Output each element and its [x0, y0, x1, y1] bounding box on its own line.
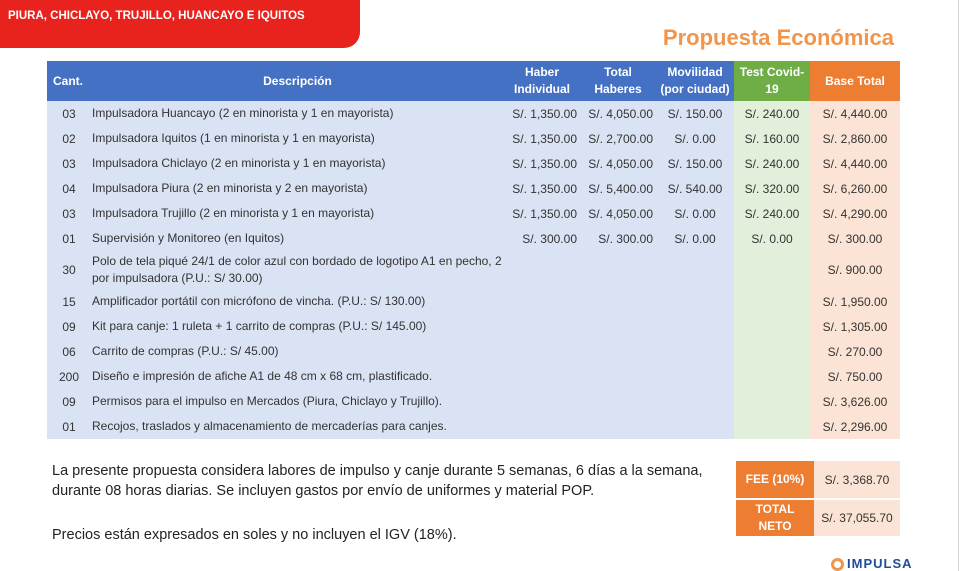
cell-cant: 06	[47, 339, 91, 364]
header-total-haberes: Total Haberes	[580, 61, 656, 101]
cell-base-total: S/. 4,440.00	[810, 101, 900, 126]
cell-cant: 30	[47, 251, 91, 289]
table-row	[47, 389, 900, 414]
cell-total-haberes	[580, 339, 656, 364]
cell-description: Supervisión y Monitoreo (en Iquitos)	[91, 226, 504, 251]
cell-total-haberes: S/. 2,700.00	[580, 126, 656, 151]
logo-ring-icon	[831, 558, 844, 571]
cell-base-total: S/. 300.00	[810, 226, 900, 251]
cell-test-covid	[734, 251, 810, 289]
table-row	[47, 251, 900, 289]
header-cant: Cant.	[47, 61, 91, 101]
logo-text: IMPULSA	[847, 556, 913, 571]
table-row	[47, 226, 900, 251]
cell-base-total: S/. 4,440.00	[810, 151, 900, 176]
cell-haber	[504, 389, 580, 414]
banner-heading	[20, 0, 175, 1]
cell-movilidad	[656, 414, 734, 439]
cell-cant: 04	[47, 176, 91, 201]
total-neto-value: S/. 37,055.70	[814, 499, 900, 537]
cell-base-total: S/. 2,860.00	[810, 126, 900, 151]
cell-cant: 02	[47, 126, 91, 151]
cell-cant: 03	[47, 101, 91, 126]
cell-test-covid	[734, 364, 810, 389]
cell-cant: 200	[47, 364, 91, 389]
scope-note: La presente propuesta considera labores de impulso y canje durante 5 semanas, 6 días a la semana, durante 08 horas diarias. Se incluyen gastos por envío de uniformes y material POP.	[52, 463, 703, 499]
banner-cities: PIURA, CHICLAYO, TRUJILLO, HUANCAYO E IQUITOS	[8, 10, 305, 22]
cell-cant: 01	[47, 414, 91, 439]
cell-movilidad	[656, 364, 734, 389]
cell-cant: 01	[47, 226, 91, 251]
cell-haber	[504, 339, 580, 364]
table-row	[47, 126, 900, 151]
cell-description: Carrito de compras (P.U.: S/ 45.00)	[91, 339, 504, 364]
cell-total-haberes	[580, 314, 656, 339]
cell-test-covid: S/. 240.00	[734, 151, 810, 176]
cell-movilidad	[656, 251, 734, 289]
company-logo	[831, 555, 913, 571]
prices-note: Precios están expresados en soles y no incluyen el IGV (18%).	[52, 527, 457, 543]
header-descripcion: Descripción	[91, 61, 504, 101]
cell-total-haberes: S/. 4,050.00	[580, 151, 656, 176]
header-test-covid: Test Covid- 19	[734, 61, 810, 101]
table-row	[47, 151, 900, 176]
header-haber: Haber Individual	[504, 61, 580, 101]
cell-movilidad: S/. 150.00	[656, 151, 734, 176]
fee-label: FEE (10%)	[736, 461, 814, 499]
cell-base-total: S/. 3,626.00	[810, 389, 900, 414]
cell-total-haberes	[580, 364, 656, 389]
table-row	[47, 414, 900, 439]
cell-movilidad: S/. 0.00	[656, 126, 734, 151]
header-movilidad: Movilidad (por ciudad)	[656, 61, 734, 101]
header-base-total: Base Total	[810, 61, 900, 101]
cell-total-haberes: S/. 4,050.00	[580, 101, 656, 126]
cell-haber: S/. 300.00	[504, 226, 580, 251]
cell-test-covid	[734, 389, 810, 414]
cell-total-haberes	[580, 289, 656, 314]
cell-total-haberes	[580, 389, 656, 414]
cell-haber: S/. 1,350.00	[504, 201, 580, 226]
table-header-row	[47, 61, 900, 101]
fee-row	[736, 461, 900, 499]
table-row	[47, 289, 900, 314]
cell-movilidad: S/. 540.00	[656, 176, 734, 201]
cell-description: Amplificador portátil con micrófono de vincha. (P.U.: S/ 130.00)	[91, 289, 504, 314]
cell-description: Impulsadora Iquitos (1 en minorista y 1 en mayorista)	[91, 126, 504, 151]
cell-cant: 09	[47, 314, 91, 339]
cell-base-total: S/. 6,260.00	[810, 176, 900, 201]
cell-haber: S/. 1,350.00	[504, 176, 580, 201]
cell-movilidad: S/. 0.00	[656, 201, 734, 226]
table-row	[47, 314, 900, 339]
cell-description: Kit para canje: 1 ruleta + 1 carrito de compras (P.U.: S/ 145.00)	[91, 314, 504, 339]
page-edge-divider	[958, 0, 959, 571]
cell-haber	[504, 414, 580, 439]
cell-movilidad	[656, 389, 734, 414]
total-neto-label: TOTAL NETO	[736, 499, 814, 537]
cell-haber	[504, 364, 580, 389]
channel-banner	[0, 0, 360, 48]
cell-test-covid: S/. 0.00	[734, 226, 810, 251]
cell-description: Impulsadora Chiclayo (2 en minorista y 1 en mayorista)	[91, 151, 504, 176]
cell-cant: 03	[47, 151, 91, 176]
cell-description: Impulsadora Trujillo (2 en minorista y 1 en mayorista)	[91, 201, 504, 226]
fee-value: S/. 3,368.70	[814, 461, 900, 499]
cell-total-haberes: S/. 4,050.00	[580, 201, 656, 226]
cell-test-covid: S/. 240.00	[734, 201, 810, 226]
cell-base-total: S/. 1,950.00	[810, 289, 900, 314]
cell-total-haberes: S/. 5,400.00	[580, 176, 656, 201]
total-neto-row	[736, 499, 900, 537]
cell-description: Impulsadora Huancayo (2 en minorista y 1 en mayorista)	[91, 101, 504, 126]
cell-test-covid	[734, 339, 810, 364]
cell-movilidad: S/. 150.00	[656, 101, 734, 126]
cell-haber: S/. 1,350.00	[504, 101, 580, 126]
cell-base-total: S/. 4,290.00	[810, 201, 900, 226]
cell-cant: 03	[47, 201, 91, 226]
cell-base-total: S/. 750.00	[810, 364, 900, 389]
table-row	[47, 339, 900, 364]
cell-test-covid	[734, 289, 810, 314]
page-title: Propuesta Económica	[662, 25, 894, 50]
cell-base-total: S/. 1,305.00	[810, 314, 900, 339]
cell-description: Permisos para el impulso en Mercados (Piura, Chiclayo y Trujillo).	[91, 389, 504, 414]
cell-total-haberes: S/. 300.00	[580, 226, 656, 251]
cell-base-total: S/. 900.00	[810, 251, 900, 289]
table-row	[47, 101, 900, 126]
cell-test-covid: S/. 320.00	[734, 176, 810, 201]
table-row	[47, 201, 900, 226]
cell-test-covid: S/. 160.00	[734, 126, 810, 151]
cell-cant: 15	[47, 289, 91, 314]
cell-test-covid: S/. 240.00	[734, 101, 810, 126]
totals-table	[736, 461, 900, 538]
cell-test-covid	[734, 314, 810, 339]
cell-movilidad	[656, 339, 734, 364]
cell-haber: S/. 1,350.00	[504, 151, 580, 176]
cell-test-covid	[734, 414, 810, 439]
cell-haber	[504, 314, 580, 339]
cell-base-total: S/. 2,296.00	[810, 414, 900, 439]
cell-description: Diseño e impresión de afiche A1 de 48 cm x 68 cm, plastificado.	[91, 364, 504, 389]
cell-haber	[504, 289, 580, 314]
cell-cant: 09	[47, 389, 91, 414]
cell-description: Recojos, traslados y almacenamiento de mercaderías para canjes.	[91, 414, 504, 439]
cell-description: Polo de tela piqué 24/1 de color azul con bordado de logotipo A1 en pecho, 2 por impulsadora (P.U.: S/ 30.00)	[91, 251, 504, 289]
pricing-table	[47, 61, 900, 439]
cell-movilidad: S/. 0.00	[656, 226, 734, 251]
cell-base-total: S/. 270.00	[810, 339, 900, 364]
cell-haber	[504, 251, 580, 289]
cell-total-haberes	[580, 414, 656, 439]
cell-haber: S/. 1,350.00	[504, 126, 580, 151]
cell-movilidad	[656, 314, 734, 339]
table-row	[47, 176, 900, 201]
cell-movilidad	[656, 289, 734, 314]
cell-description: Impulsadora Piura (2 en minorista y 2 en mayorista)	[91, 176, 504, 201]
table-row	[47, 364, 900, 389]
cell-total-haberes	[580, 251, 656, 289]
